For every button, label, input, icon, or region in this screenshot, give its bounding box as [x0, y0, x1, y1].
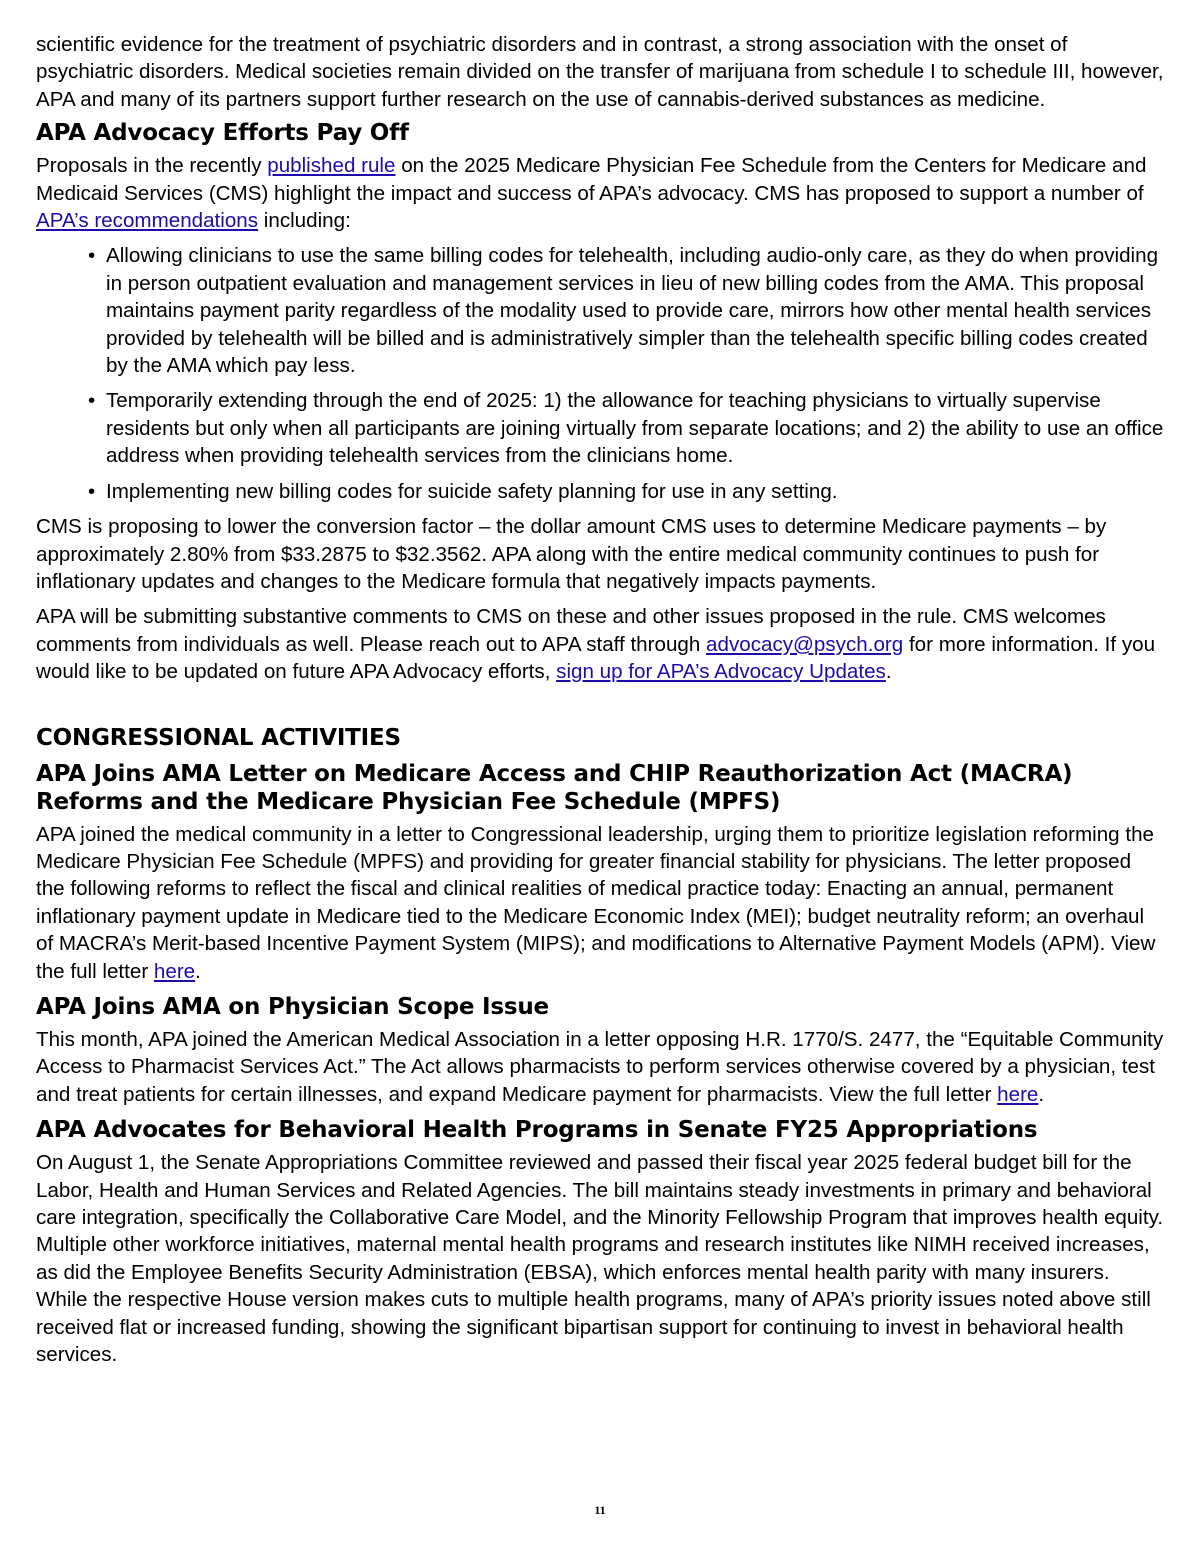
congressional-section-title: CONGRESSIONAL ACTIVITIES [36, 724, 401, 751]
comments-text-mid: for more information. If you would like to be updated on future APA Advocacy efforts, [36, 632, 1156, 684]
macra-heading: APA Joins AMA Letter on Medicare Access and CHIP Reauthorization Act (MACRA) Reforms and the Medicare Physician Fee Schedule (MPFS) [36, 760, 1073, 815]
advocacy-p1-text-before: Proposals in the recently [36, 154, 268, 178]
macra-text-after: . [195, 959, 201, 983]
advocacy-heading: APA Advocacy Efforts Pay Off [36, 120, 409, 147]
scope-text: This month, APA joined the American Medical Association in a letter opposing H.R. 1770/S. 2477, the “Equitable Community Access to Pharmacist Services Act.” The Act allows pharmacists to perform services otherwise covered by a physician, test and treat patients for certain illnesses, and expand Medicare payment for pharmacists. View the full letter [36, 1027, 1164, 1106]
document-page [36, 31, 1164, 1376]
comments-paragraph [36, 603, 1164, 685]
behavioral-paragraph: On August 1, the Senate Appropriations Committee reviewed and passed their fiscal year 2025 federal budget bill for the Labor, Health and Human Services and Related Agencies. The bill maintains steady investments in primary and behavioral care integration, specifically the Collaborative Care Model, and the Minority Fellowship Program that improves health equity. Multiple other workforce initiatives, maternal mental health programs and research institutes like NIMH received increases, as did the Employee Benefits Security Administration (EBSA), which enforces mental health parity with many insurers. While the respective House version makes cuts to multiple health programs, many of APA’s priority issues noted above still received flat or increased funding, showing the significant bipartisan support for continuing to invest in behavioral health services. [36, 1151, 1164, 1367]
macra-text: APA joined the medical community in a letter to Congressional leadership, urging them to prioritize legislation reforming the Medicare Physician Fee Schedule (MPFS) and providing for greater financial stability for physicians. The letter proposed the following reforms to reflect the fiscal and clinical realities of medical practice today: Enacting an annual, permanent inflationary payment update in Medicare tied to the Medicare Economic Index (MEI); budget neutrality reform; an overhaul of MACRA’s Merit-based Incentive Payment System (MIPS); and modifications to Alternative Payment Models (APM). View the full letter [36, 822, 1156, 983]
recommendations-list [36, 242, 1164, 505]
published-rule-link[interactable]: published rule [267, 154, 396, 178]
list-item: • Allowing clinicians to use the same billing codes for telehealth, including audio-only care, as they do when providing in person outpatient evaluation and management services in lieu of new billing codes from the AMA. This proposal maintains payment parity regardless of the modality used to provide care, mirrors how other mental health services provided by telehealth will be billed and is administratively simpler than the telehealth specific billing codes created by the AMA which pay less. [88, 242, 1164, 379]
comments-text-before: APA will be submitting substantive comments to CMS on these and other issues proposed in the rule. CMS welcomes comments from individuals as well. Please reach out to APA staff through [36, 605, 1106, 656]
macra-paragraph [36, 821, 1164, 985]
conversion-factor-paragraph: CMS is proposing to lower the conversion factor – the dollar amount CMS uses to determine Medicare payments – by approximately 2.80% from $33.2875 to $32.3562. APA along with the entire medical community continues to push for inflationary updates and changes to the Medicare formula that negatively impacts payments. [36, 515, 1107, 593]
scope-paragraph [36, 1026, 1164, 1108]
comments-text-after: . [885, 660, 892, 684]
advocacy-updates-signup-link[interactable]: sign up for APA’s Advocacy Updates [556, 660, 886, 684]
behavioral-heading: APA Advocates for Behavioral Health Programs in Senate FY25 Appropriations [36, 1117, 1038, 1144]
macra-letter-link[interactable]: here [153, 959, 196, 983]
intro-paragraph: scientific evidence for the treatment of psychiatric disorders and in contrast, a strong association with the onset of psychiatric disorders. Medical societies remain divided on the transfer of marijuana from schedule I to schedule III, however, APA and many of its partners support further research on the use of cannabis-derived substances as medicine. [36, 33, 1164, 111]
list-item: • Implementing new billing codes for suicide safety planning for use in any setting. [88, 478, 1164, 505]
advocacy-paragraph-1 [36, 152, 1164, 234]
apa-recommendations-link[interactable]: APA’s recommendations [36, 209, 259, 233]
advocacy-p1-text-mid: on the 2025 Medicare Physician Fee Schedule from the Centers for Medicare and Medicaid Services (CMS) highlight the impact and success of APA’s advocacy. CMS has proposed to support a number of [36, 154, 1147, 205]
list-item: • Temporarily extending through the end of 2025: 1) the allowance for teaching physicians to virtually supervise residents but only when all participants are joining virtually from separate locations; and 2) the ability to use an office address when providing telehealth services from the clinicians home. [88, 387, 1164, 469]
scope-heading: APA Joins AMA on Physician Scope Issue [36, 993, 549, 1020]
scope-text-after: . [1038, 1082, 1045, 1106]
page-number: 11 [594, 1503, 606, 1517]
advocacy-p1-text-after: including: [258, 209, 351, 233]
scope-letter-link[interactable]: here [997, 1082, 1039, 1106]
advocacy-email-link[interactable]: advocacy@psych.org [706, 632, 904, 656]
